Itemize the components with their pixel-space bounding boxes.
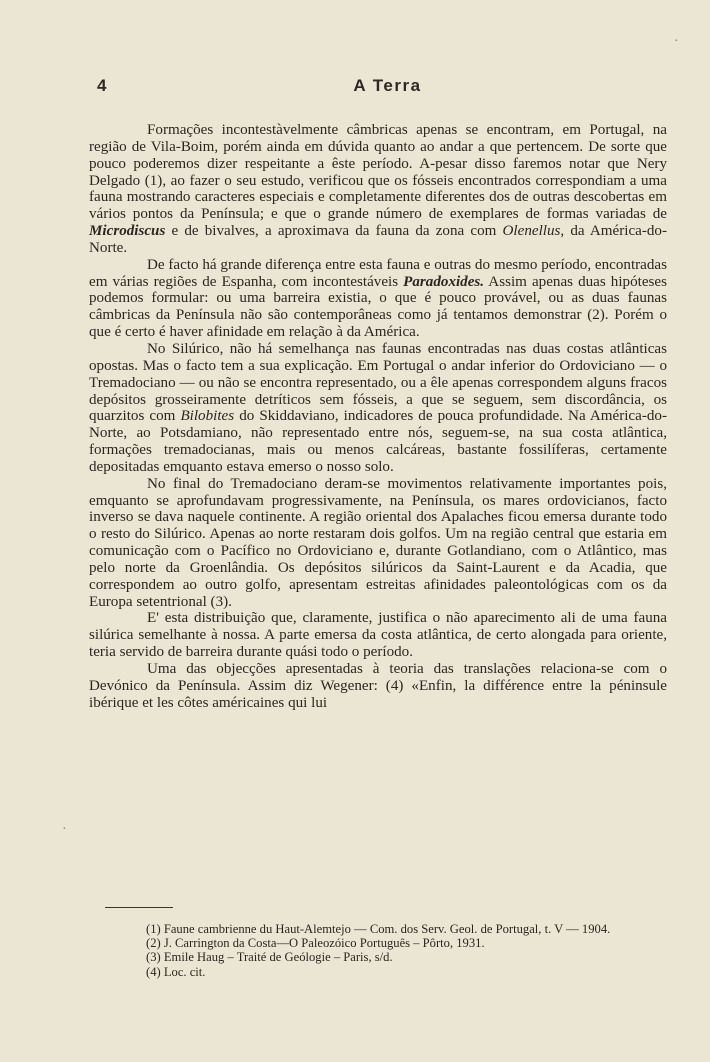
page-number: 4 [97,76,107,95]
italic-term: Olenellus [502,223,561,240]
running-title: A Terra [353,76,422,95]
page-speck: · [674,34,679,49]
footnote: (3) Emile Haug – Traité de Geólogie – Paris, s/d. [146,950,393,965]
paragraph [89,122,667,257]
italic-term: Microdiscus [89,223,166,240]
paragraph [89,476,667,611]
footnote: (1) Faune cambrienne du Haut-Alemtejo — Com. dos Serv. Geol. de Portugal, t. V — 1904. [146,922,611,936]
text-run: No final do Tremadociano deram-se movimentos relativamente importantes pois, emquanto se aprofundavam progressivamente, na Península, os mares ordovicianos, facto inverso se dava naquele continente. A região oriental dos Apalaches ficou emersa durante todo o resto do Silúrico. Apenas ao norte restaram dois golfos. Um na região central que estaria em comunicação com o Pacífico no Ordoviciano e, durante Gotlandiano, com o Atlântico, mas pelo norte da Groenlândia. Os depósitos silúricos da Saint-Laurent e da Acadia, que correspondem ao outro golfo, apresentam estreitas afinidades paleontológicas com os da Europa setentrional (3). [89,475,667,610]
page-header [97,76,658,100]
text-run: Assim apenas duas hipóteses podemos formular: ou uma barreira existia, o que é pouco provável, ou as duas faunas câmbricas da Península não são contemporâneas como já tentamos demonstrar (2). Porém o que é certo é haver afinidade em relação à da América. [89,273,667,341]
footnote: (4) Loc. cit. [146,964,206,979]
text-run: e de bivalves, a aproximava da fauna da zona com [165,223,503,240]
footnote: (2) J. Carrington da Costa—O Paleozóico Português – Pôrto, 1931. [146,936,485,951]
text-run: Uma das objecções apresentadas à teoria das translações relaciona-se com o Devónico da Península. Assim diz Wegener: (4) «Enfin, la différence entre la péninsule ibérique et les côtes américaines qui lui [89,661,667,711]
text-run: De facto há grande diferença entre esta fauna e outras do mesmo período, encontradas em várias regiões de Espanha, com incontestáveis [89,256,667,290]
body-text [89,122,667,712]
footnote-divider [105,907,173,908]
italic-term: Paradoxides. [403,273,485,290]
footnotes [89,922,663,979]
text-run: No Silúrico, não há semelhança nas faunas encontradas nas duas costas atlânticas opostas. Mas o facto tem a sua explicação. Em Portugal o andar inferior do Ordoviciano — o Tremadociano — ou não se encontra representado, ou a êle apenas correspondem alguns fracos depósitos grosseiramente detríticos sem fósseis, a que se seguem, sem discordância, os quarzitos com [89,340,667,425]
text-run: , da América-do-Norte. [89,223,667,256]
text-run: Formações incontestàvelmente câmbricas apenas se encontram, em Portugal, na região de Vila-Boim, porém ainda em dúvida quanto ao andar a que pertencem. De sorte que pouco poderemos dizer respeitante a êste período. A-pesar disso faremos notar que Nery Delgado (1), ao fazer o seu estudo, verificou que os fósseis encontrados correspondiam a uma fauna mostrando caracteres especiais e completamente diferentes dos de outras descobertas em vários pontos da Península; e que o grande número de exemplares de formas variadas de [89,122,667,223]
text-run: E' esta distribuição que, claramente, justifica o não aparecimento ali de uma fauna silúrica semelhante à nossa. A parte emersa da costa atlântica, de certo alongada para oriente, teria servido de barreira durante quási todo o período. [89,610,667,661]
paragraph [89,610,667,661]
paragraph [89,341,667,476]
text-run: do Skiddaviano, indicadores de pouca profundidade. Na América-do-Norte, ao Potsdamiano, não representado entre nós, seguem-se, na sua costa atlântica, formações tremadocianas, mais ou menos calcáreas, bastante fossilíferas, certamente depositadas emquanto estava emerso o nosso solo. [89,408,667,475]
paragraph [89,257,667,341]
page-speck: · [62,822,67,837]
paragraph [89,661,667,712]
italic-term: Bilobites [180,408,235,425]
